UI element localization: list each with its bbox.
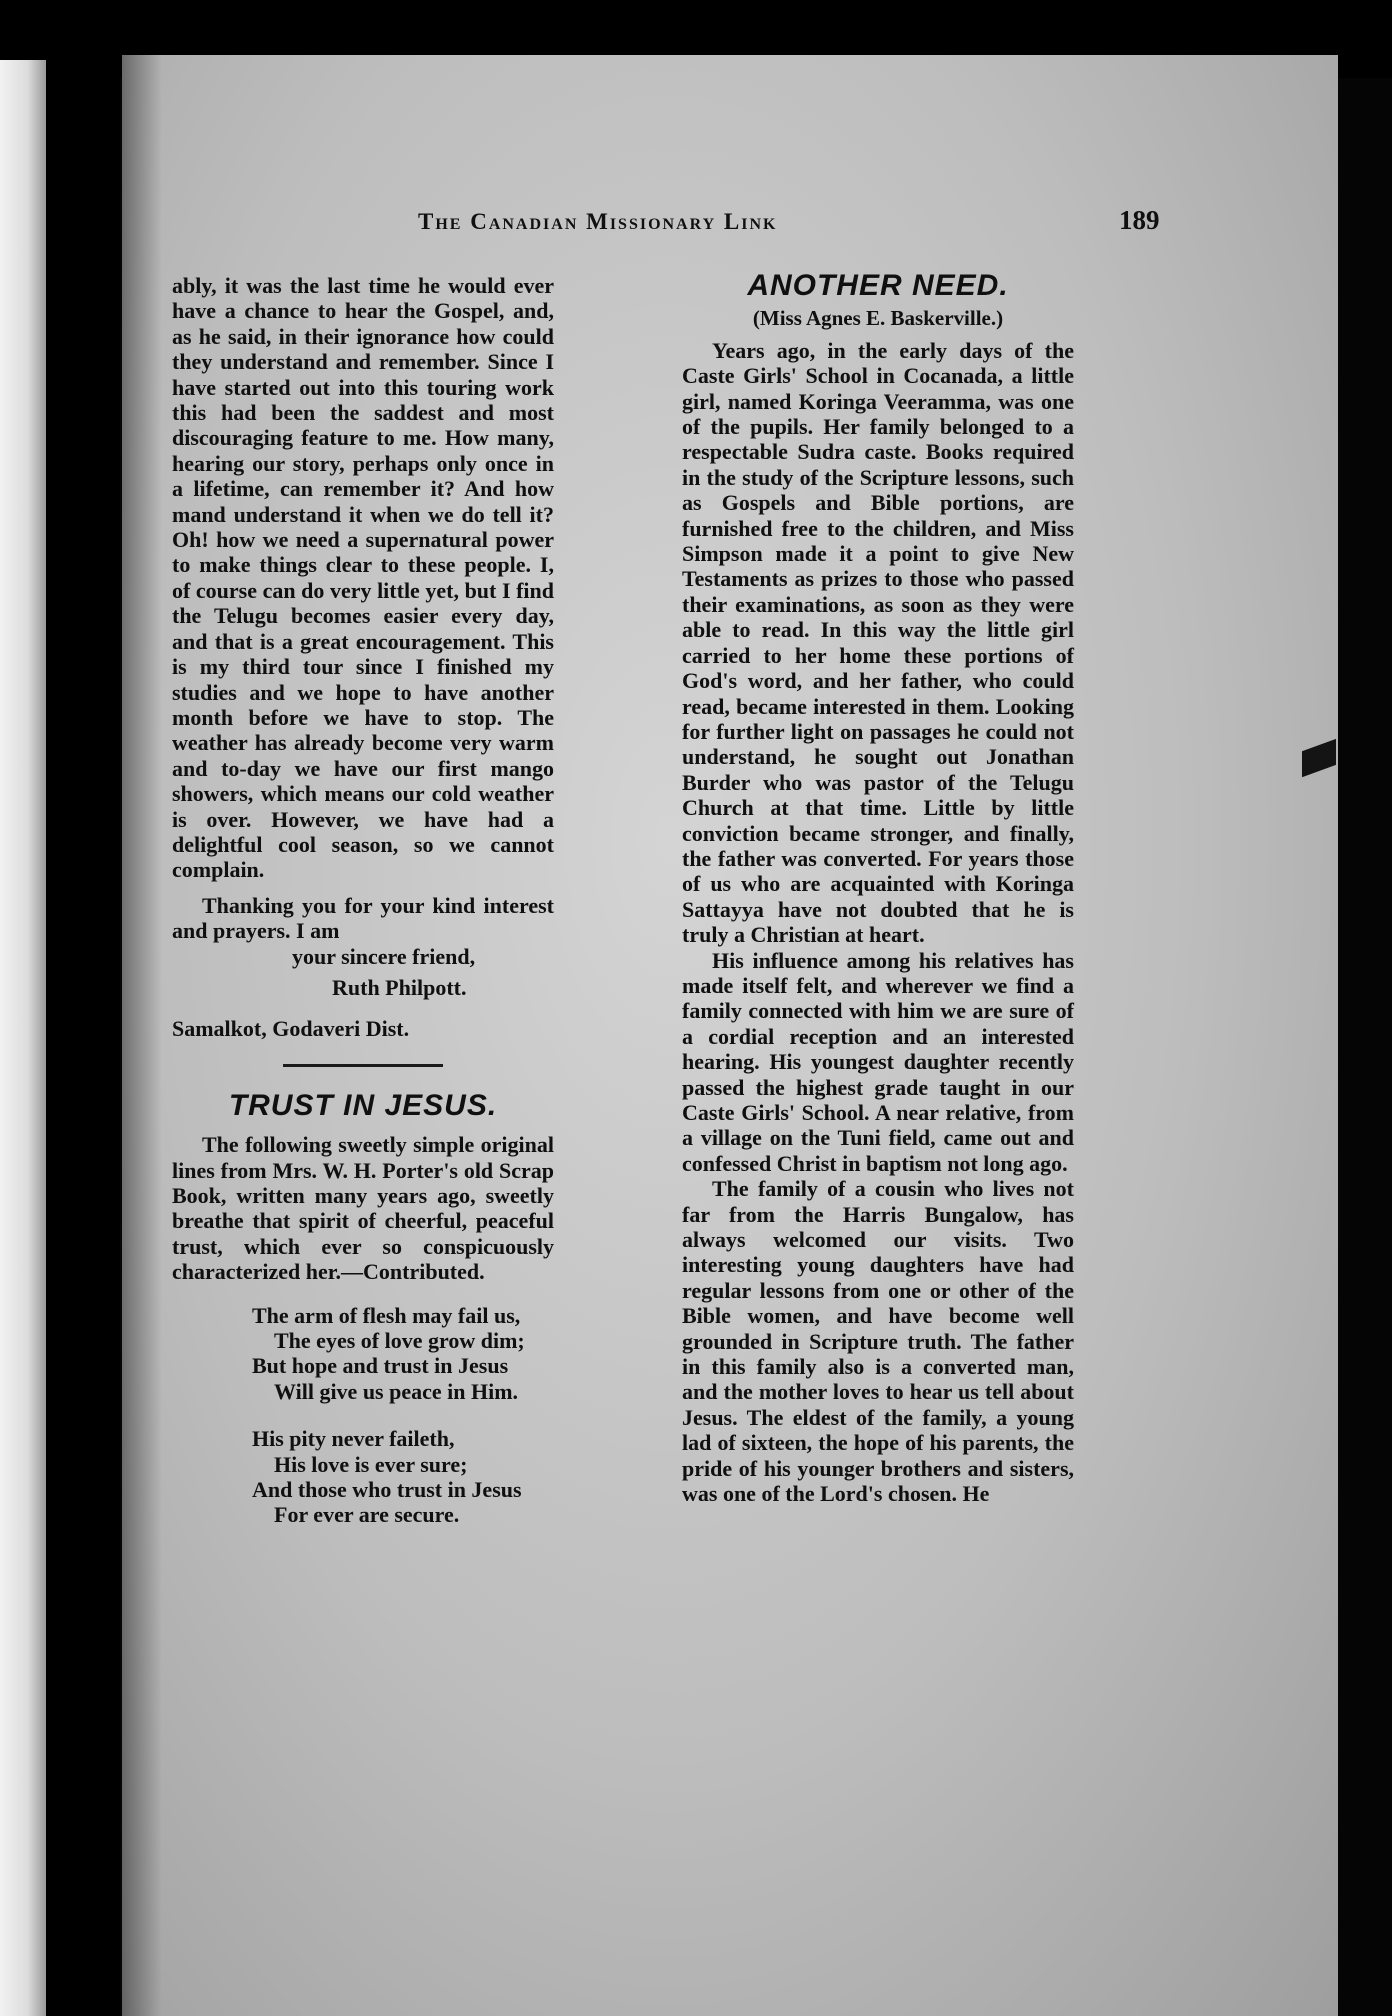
letter-place: Samalkot, Godaveri Dist. <box>172 1016 410 1042</box>
article-paragraph: The family of a cousin who lives not far from the Harris Bungalow, has always welcomed our visits. Two interesting young daughters have had regular lessons from one or other of the Bible women, and have become well grounded in Scripture truth. The father in this family also is a converted man, and the mother loves to hear us tell about Jesus. The eldest of the family, a young lad of sixteen, the hope of his parents, the pride of his younger brothers and sisters, was one of the Lord's chosen. He <box>682 1176 1074 1507</box>
article-paragraph: Years ago, in the early days of the Caste Girls' School in Cocanada, a little girl, named Koringa Veeramma, was one of the pupils. Her family belonged to a respectable Sudra caste. Books required in the study of the Scripture lessons, such as Gospels and Bible portions, are furnished free to the children, and Miss Simpson made it a point to give New Testaments as prizes to those who passed their examinations, as soon as they were able to read. In this way the little girl carried to her home these portions of God's word, and her father, who could read, became interested in them. Looking for further light on passages he could not understand, he sought out Jonathan Burder who was pastor of the Telugu Church at that time. Little by little conviction became stronger, and finally, the father was converted. For years those of us who are acquainted with Koringa Sattayya have not doubted that he is truly a Christian at heart. <box>682 337 1074 948</box>
article-byline: (Miss Agnes E. Baskerville.) <box>752 306 1004 331</box>
poem-line: His pity never faileth, <box>252 1426 455 1452</box>
poem-line: His love is ever sure; <box>274 1451 468 1477</box>
poem-line: But hope and trust in Jesus <box>252 1353 509 1379</box>
letter-closing: your sincere friend, <box>292 943 476 969</box>
left-column <box>172 273 554 1528</box>
poem-line: The eyes of love grow dim; <box>274 1328 525 1354</box>
letter-paragraph: Thanking you for your kind interest and prayers. I am <box>172 892 554 944</box>
letter-paragraph: ably, it was the last time he would ever have a chance to hear the Gospel, and, as he said, in their ignorance how could they understand and remember. Since I have started out into this touring work this had been the saddest and most discouraging feature to me. How many, hearing our story, perhaps only once in a lifetime, can remember it? And how mand understand it when we do tell it? Oh! how we need a supernatural power to make things clear to these people. I, of course can do very little yet, but I find the Telugu becomes easier every day, and that is a great encouragement. This is my third tour since I finished my studies and we hope to have another month before we have to stop. The weather has already become very warm and to-day we have our first mango showers, which means our cold weather is over. However, we have had a delightful cool season, so we cannot complain. <box>172 273 554 883</box>
right-column <box>682 269 1074 1507</box>
poem-line: For ever are secure. <box>274 1502 460 1528</box>
magazine-page <box>122 55 1338 2016</box>
page-gutter-shadow <box>122 55 162 2016</box>
poem-line: Will give us peace in Him. <box>274 1378 519 1404</box>
poem-title: TRUST IN JESUS. <box>228 1088 498 1122</box>
running-title: The Canadian Missionary Link <box>418 209 778 234</box>
letter-signature: Ruth Philpott. <box>332 974 467 1000</box>
poem-intro: The following sweetly simple original lines from Mrs. W. H. Porter's old Scrap Book, written many years ago, sweetly breathe that spirit of cheerful, peaceful trust, which ever so conspicuously characterized her.—Contributed. <box>172 1132 554 1285</box>
section-divider <box>283 1064 443 1067</box>
poem-verses <box>172 1303 554 1528</box>
page-number: 189 <box>1119 205 1160 235</box>
film-edge-strip <box>0 60 46 2016</box>
article-paragraph: His influence among his relatives has made itself felt, and wherever we find a family connected with him we are sure of a cordial reception and an interested hearing. His youngest daughter recently passed the highest grade taught in our Caste Girls' School. A near relative, from a village on the Tuni field, came out and confessed Christ in baptism not long ago. <box>682 947 1074 1176</box>
poem-line: The arm of flesh may fail us, <box>252 1302 521 1328</box>
poem-line: And those who trust in Jesus <box>252 1477 522 1503</box>
article-title: ANOTHER NEED. <box>747 269 1009 302</box>
stanza-gap <box>252 1404 554 1426</box>
